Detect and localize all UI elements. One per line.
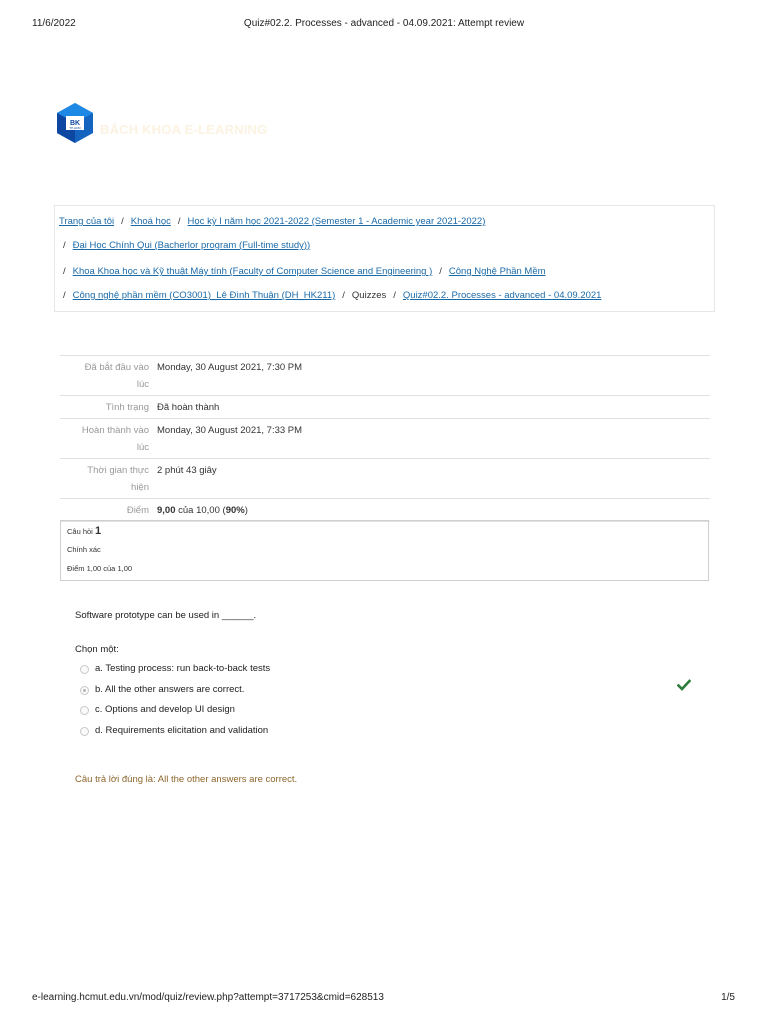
question-text: Software prototype can be used in ______. <box>75 610 257 621</box>
answer-label: c. Options and develop UI design <box>95 704 235 715</box>
summary-value-time-taken: 2 phút 43 giây <box>157 459 710 499</box>
question-number <box>67 525 101 537</box>
breadcrumb-separator: / <box>63 266 66 277</box>
summary-label-started: Đã bắt đầu vào lúc <box>60 356 157 396</box>
summary-row-started <box>60 356 710 396</box>
logo-text: BÁCH KHOA E-LEARNING <box>100 122 268 137</box>
breadcrumb-link-semester[interactable]: Học kỳ I năm học 2021-2022 (Semester 1 - Academic year 2021-2022) <box>187 216 486 227</box>
answer-option-b[interactable] <box>80 683 700 704</box>
breadcrumb-link-my-home[interactable]: Trang của tôi <box>59 216 115 227</box>
radio-button[interactable] <box>80 727 89 736</box>
answer-label: a. Testing process: run back-to-back tests <box>95 663 271 674</box>
summary-value-completed: Monday, 30 August 2021, 7:33 PM <box>157 419 710 459</box>
breadcrumb-link-course[interactable]: Công nghệ phần mềm (CO3001)_Lê Đình Thuận (DH_HK211) <box>72 290 336 301</box>
summary-label-grade: Điểm <box>60 499 157 522</box>
summary-label-state: Tình trạng <box>60 396 157 419</box>
summary-value-state: Đã hoàn thành <box>157 396 710 419</box>
print-date: 11/6/2022 <box>32 18 76 29</box>
logo-mark-subtext: TP.HCM <box>69 126 81 130</box>
print-url: e-learning.hcmut.edu.vn/mod/quiz/review.php?attempt=3717253&cmid=628513 <box>32 992 384 1003</box>
attempt-summary-table <box>60 355 710 522</box>
breadcrumb-line-3 <box>63 266 546 280</box>
radio-button-selected[interactable] <box>80 686 89 695</box>
grade-close: ) <box>244 505 248 516</box>
check-icon <box>677 678 691 692</box>
question-number-value: 1 <box>94 525 102 537</box>
logo-mark-text: BK <box>69 120 81 127</box>
answer-label: b. All the other answers are correct. <box>95 683 245 695</box>
radio-button[interactable] <box>80 665 89 674</box>
summary-row-state <box>60 396 710 419</box>
grade-of-text: của 10,00 ( <box>178 505 226 516</box>
question-state: Chính xác <box>67 545 101 554</box>
answer-option-a[interactable] <box>80 662 700 683</box>
site-logo[interactable] <box>56 102 296 146</box>
answer-option-c[interactable] <box>80 703 700 724</box>
summary-value-grade <box>157 499 710 522</box>
radio-button[interactable] <box>80 706 89 715</box>
right-answer-feedback: Câu trả lời đúng là: All the other answers are correct. <box>75 774 298 785</box>
grade-score: 9,00 <box>157 505 176 516</box>
breadcrumb-item-quizzes: Quizzes <box>351 290 387 301</box>
breadcrumb-separator: / <box>63 290 66 301</box>
breadcrumb-link-faculty[interactable]: Khoa Khoa học và Kỹ thuật Máy tính (Faculty of Computer Science and Engineering ) <box>72 266 433 277</box>
answer-label: d. Requirements elicitation and validation <box>95 724 269 736</box>
breadcrumb-link-program[interactable]: Đại Học Chính Qui (Bacherlor program (Full-time study)) <box>72 240 311 251</box>
breadcrumb-separator: / <box>342 290 345 301</box>
print-page-number: 1/5 <box>721 992 735 1003</box>
question-grade: Điểm 1,00 của 1,00 <box>67 564 133 573</box>
answer-list <box>80 662 700 744</box>
answer-prompt: Chọn một: <box>75 644 119 655</box>
answer-option-d[interactable] <box>80 724 700 745</box>
breadcrumb-separator: / <box>177 216 181 227</box>
breadcrumb <box>54 205 715 312</box>
summary-row-completed <box>60 419 710 459</box>
breadcrumb-line-2 <box>63 240 310 254</box>
breadcrumb-line-1 <box>59 216 485 230</box>
breadcrumb-link-quiz[interactable]: Quiz#02.2. Processes - advanced - 04.09.2021 <box>402 290 602 301</box>
breadcrumb-separator: / <box>439 266 442 277</box>
breadcrumb-separator: / <box>63 240 66 251</box>
summary-row-grade <box>60 499 710 522</box>
question-info-box <box>60 520 709 581</box>
summary-label-time-taken: Thời gian thực hiện <box>60 459 157 499</box>
summary-label-completed: Hoàn thành vào lúc <box>60 419 157 459</box>
print-header <box>0 18 768 32</box>
breadcrumb-link-courses[interactable]: Khoá học <box>130 216 171 227</box>
summary-row-time-taken <box>60 459 710 499</box>
grade-percent: 90% <box>225 505 245 516</box>
breadcrumb-separator: / <box>393 290 396 301</box>
print-footer <box>0 992 768 1006</box>
breadcrumb-line-4 <box>63 290 601 304</box>
summary-value-started: Monday, 30 August 2021, 7:30 PM <box>157 356 710 396</box>
question-prefix: Câu hỏi <box>67 527 93 536</box>
bk-logo-icon <box>56 102 94 144</box>
breadcrumb-separator: / <box>121 216 124 227</box>
print-title: Quiz#02.2. Processes - advanced - 04.09.2021: Attempt review <box>243 18 525 29</box>
breadcrumb-link-department[interactable]: Công Nghệ Phần Mềm <box>448 266 546 277</box>
